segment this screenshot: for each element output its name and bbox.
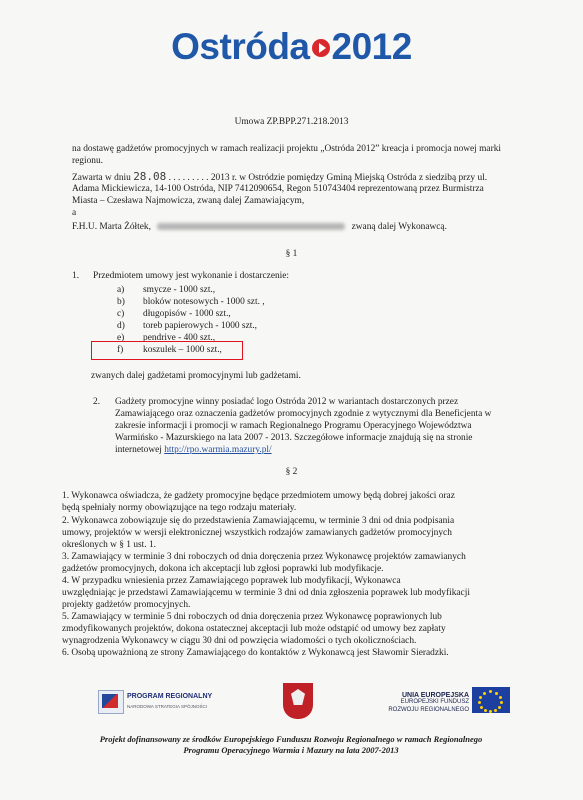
- funding-note-line: Projekt dofinansowany ze środków Europejskiego Funduszu Rozwoju Regionalnego w ramach Regionalnego: [99, 734, 483, 744]
- section-2-line: 3. Zamawiający w terminie 3 dni roboczych od dnia doręczenia przez Wykonawcę projektów zamawianych: [62, 552, 466, 562]
- eu-text-block: [363, 692, 469, 714]
- section-2-line: uwzględniając je przedstawi Zamawiającemu w terminie 3 dni od dnia zgłoszenia poprawek lub modyfikacji: [62, 588, 470, 598]
- contractor-name: F.H.U. Marta Żółtek,: [72, 222, 151, 232]
- list-item-highlighted: koszulek – 1000 szt.,: [143, 345, 222, 355]
- list-letter: a): [117, 285, 125, 295]
- list-letter: f): [117, 345, 124, 355]
- contractor-role: zwaną dalej Wykonawcą.: [351, 222, 447, 232]
- eu-fund-line: EUROPEJSKI FUNDUSZ: [400, 699, 469, 706]
- section-2-line: wynagrodzenia Wykonawcy w ciągu 30 dni od powzięcia wiadomości o tych okolicznościach.: [62, 636, 417, 646]
- list-item: bloków notesowych - 1000 szt. ,: [143, 297, 265, 307]
- intro-and: a: [72, 208, 77, 218]
- section-2-line: określonych w § 1 ust. 1.: [62, 540, 157, 550]
- ostroda-2012-logo: [0, 26, 583, 68]
- section-2-line: 1. Wykonawca oświadcza, że gadżety promocyjne będące przedmiotem umowy będą dobrej jakości oraz: [62, 491, 455, 501]
- item-2-line: zakresie informacji i promocji w ramach Regionalnego Programu Operacyjnego Województwa: [115, 421, 472, 431]
- section-2-line: gadżetów promocyjnych, dokona ich akceptacji lub zgłosi poprawki lub modyfikacje.: [62, 564, 384, 574]
- red-highlight-box: [91, 341, 243, 360]
- list-letter: c): [117, 309, 125, 319]
- item-2-number: 2.: [93, 397, 101, 407]
- intro-date-label: Zawarta w dniu: [72, 173, 131, 183]
- section-2-line: 2. Wykonawca zobowiązuje się do przedstawienia Zamawiającemu, w terminie 3 dni od dnia podpisania: [62, 516, 455, 526]
- list-item: smycze - 1000 szt.,: [143, 285, 216, 295]
- item-2-line: Warmińsko - Mazurskiego na lata 2007 - 2013. Szczegółowe informacje znajdują się na stronie: [115, 433, 473, 443]
- section-2-line: projekty gadżetów promocyjnych.: [62, 600, 191, 610]
- eu-title: UNIA EUROPEJSKA: [401, 692, 469, 699]
- intro-line-3: Miasta – Czesława Najmowicza, zwaną dalej Zamawiającym,: [72, 196, 305, 206]
- section-2-line: zmodyfikowanych projektów, dokona ostatecznej akceptacji lub może odstąpić od umowy bez zapłaty: [62, 624, 446, 634]
- eu-fund-line: ROZWOJU REGIONALNEGO: [388, 706, 469, 713]
- list-letter: d): [117, 321, 125, 331]
- item-2-last-line: [115, 444, 272, 456]
- logo-text-right: 2012: [331, 26, 412, 67]
- fundusze-europejskie-icon: [98, 690, 124, 714]
- intro-dots: . . . . . . . . .: [168, 173, 209, 183]
- funding-note: [56, 734, 526, 756]
- play-icon: [312, 39, 330, 57]
- item-1-text: Przedmiotem umowy jest wykonanie i dostarczenie:: [93, 271, 290, 281]
- eu-flag-icon: [472, 687, 510, 713]
- list-item: długopisów - 1000 szt.,: [143, 309, 231, 319]
- section-2-heading: § 2: [285, 467, 298, 477]
- intro-line-1-rest: 2013 r. w Ostródzie pomiędzy Gminą Miejską Ostróda z siedzibą przy ul.: [210, 173, 488, 183]
- program-regionalny-subtitle: NARODOWA STRATEGIA SPÓJNOŚCI: [127, 704, 208, 709]
- intro-line-2: Adama Mickiewicza, 14-100 Ostróda, NIP 7412090654, Regon 510743404 reprezentowaną przez Burmistrza: [72, 184, 484, 194]
- section-2-line: 4. W przypadku wniesienia przez Zamawiającego poprawek lub modyfikacji, Wykonawca: [62, 576, 401, 586]
- section-1-heading: § 1: [285, 249, 298, 259]
- section-2-line: 6. Osobą upoważnioną ze strony Zamawiającego do kontaktów z Wykonawcą jest Sławomir Sieradzki.: [62, 648, 449, 658]
- internet-label: internetowej: [115, 445, 162, 455]
- list-letter: e): [117, 333, 125, 343]
- program-regionalny-title: PROGRAM REGIONALNY: [127, 693, 213, 700]
- contract-title: Umowa ZP.BPP.271.218.2013: [234, 117, 349, 127]
- list-letter: b): [117, 297, 125, 307]
- contract-subject: na dostawę gadżetów promocyjnych w ramach realizacji projektu „Ostróda 2012” kreacja i promocja nowej marki regionu.: [72, 144, 501, 166]
- list-summary: zwanych dalej gadżetami promocyjnymi lub gadżetami.: [91, 371, 301, 381]
- handwritten-date: 28.08: [133, 170, 167, 183]
- rpo-link[interactable]: http://rpo.warmia.mazury.pl/: [164, 445, 272, 455]
- item-2-line: Gadżety promocyjne winny posiadać logo Ostróda 2012 w wariantach dostarczonych przez: [115, 397, 459, 407]
- list-item: toreb papierowych - 1000 szt.,: [143, 321, 258, 331]
- item-2-line: Zamawiającego oraz oznaczenia gadżetów promocyjnych zgodnie z wytycznymi dla Beneficjenta w: [115, 409, 492, 419]
- funding-note-line: Programu Operacyjnego Warmia i Mazury na lata 2007-2013: [183, 745, 399, 755]
- item-1-number: 1.: [72, 271, 80, 281]
- warmia-mazury-crest-icon: [283, 683, 313, 719]
- redacted-address: [157, 223, 345, 230]
- section-2-line: 5. Zamawiający w terminie 5 dni roboczych od dnia doręczenia przez Wykonawcę poprawionych lub: [62, 612, 442, 622]
- section-2-line: umowy, projektów w wersji elektronicznej wszystkich rodzajów zamawianych gadżetów promocyjnych: [62, 528, 452, 538]
- contractor-line: [72, 221, 447, 233]
- list-item: pendrive - 400 szt.,: [143, 333, 216, 343]
- section-2-line: będą spełniały normy obowiązujące na tego rodzaju materiały.: [62, 503, 297, 513]
- logo-text-left: Ostróda: [171, 26, 310, 67]
